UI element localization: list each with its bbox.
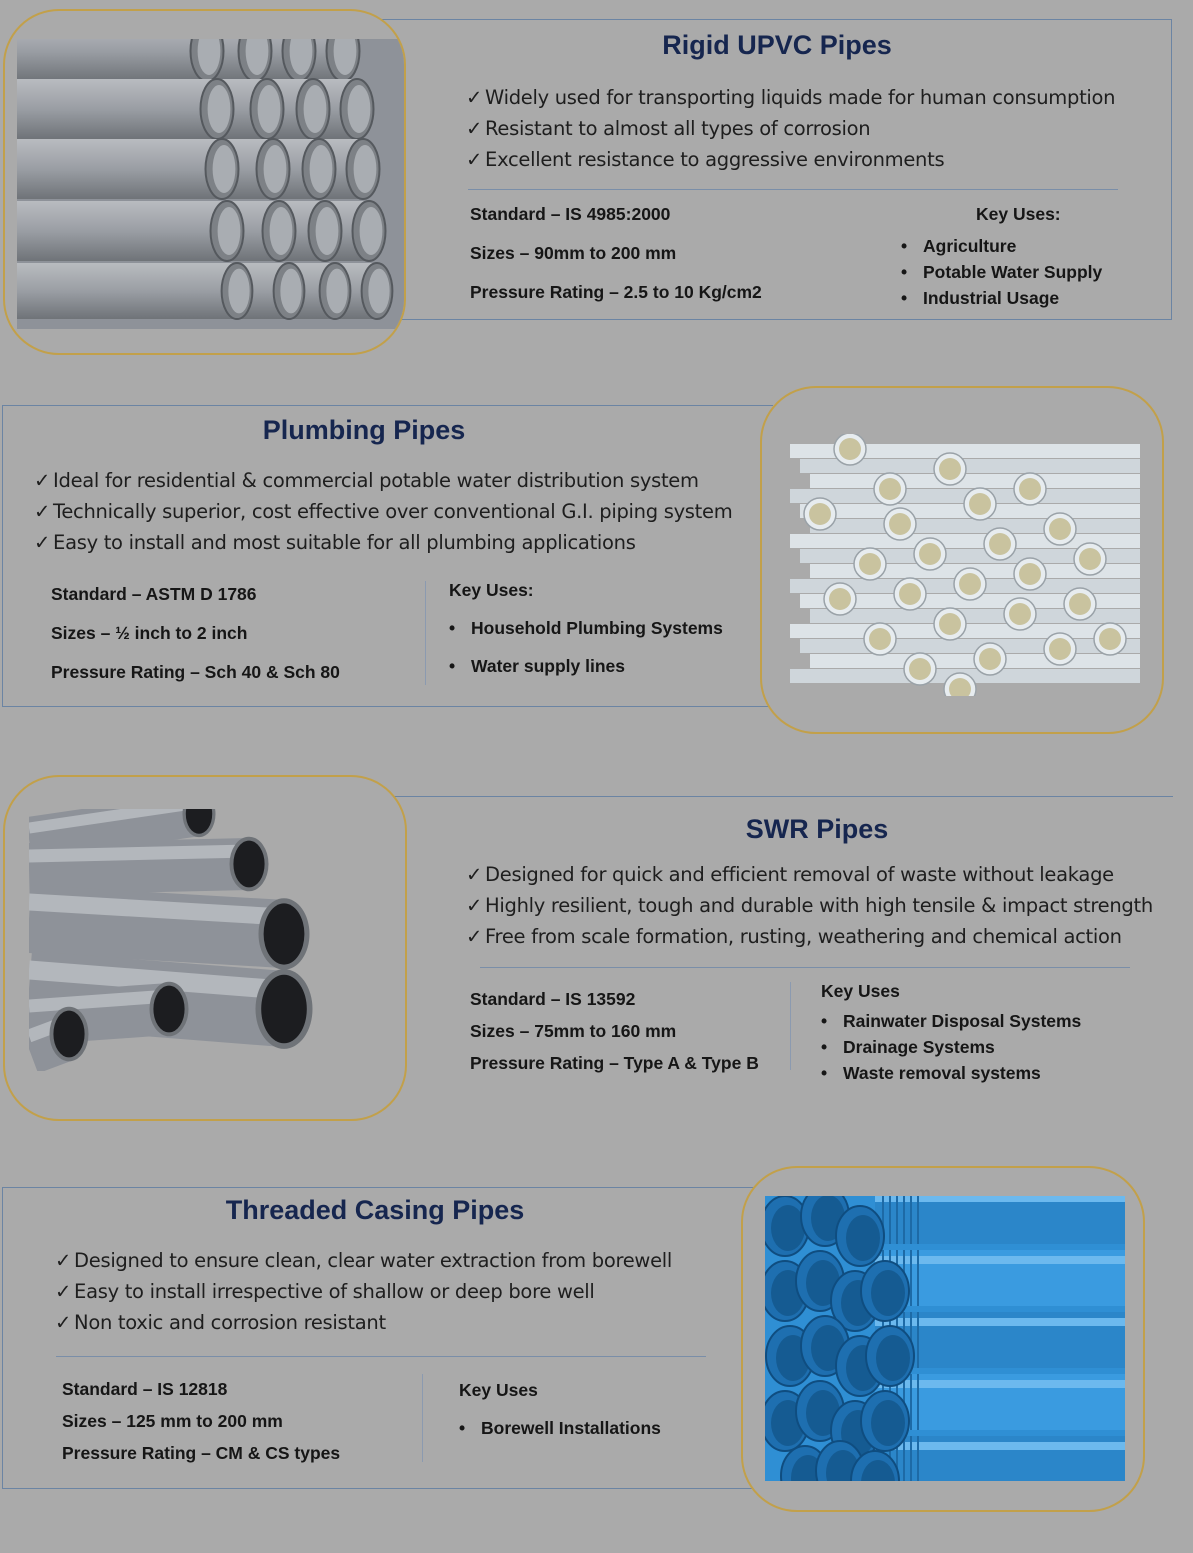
- pipe-bore: [270, 207, 293, 255]
- key-uses-block: [459, 1380, 661, 1438]
- pipe-bore: [899, 583, 921, 605]
- pipe-bore: [233, 841, 264, 888]
- pipe-bore: [959, 573, 981, 595]
- feature-item: ✓ Easy to install and most suitable for all plumbing applications: [34, 527, 732, 558]
- pipe-bore: [979, 648, 1001, 670]
- section-title: Rigid UPVC Pipes: [662, 30, 892, 60]
- key-use-item: • Water supply lines: [449, 656, 723, 676]
- feature-list: [466, 859, 1153, 952]
- key-uses-block: [449, 580, 723, 676]
- pipe-body: [17, 139, 222, 199]
- pipe-bore: [261, 975, 307, 1043]
- key-uses-title: Key Uses: [821, 981, 900, 1001]
- pipe-bore: [53, 1011, 84, 1058]
- pipe-bore: [280, 269, 301, 314]
- product-photo-frame: [760, 386, 1164, 734]
- spec-block: [51, 584, 340, 682]
- grey-upvc-pipes-image: [17, 39, 406, 329]
- pipe-bore: [153, 986, 184, 1033]
- pipe-bore: [360, 207, 383, 255]
- pipe-bore: [258, 85, 281, 133]
- key-use-item: • Waste removal systems: [821, 1060, 1081, 1086]
- pipe-bore: [310, 145, 333, 193]
- section-title: Threaded Casing Pipes: [225, 1195, 525, 1225]
- pipe-bore: [208, 85, 231, 133]
- pipe-bore: [218, 207, 241, 255]
- pipe-bore: [939, 613, 961, 635]
- divider: [422, 1374, 423, 1462]
- spec-pressure: Pressure Rating – CM & CS types: [62, 1443, 341, 1463]
- pipe-highlight: [875, 1442, 1125, 1450]
- key-use-item: • Agriculture: [901, 233, 1102, 259]
- key-use-item: • Drainage Systems: [821, 1034, 1081, 1060]
- spec-sizes: Sizes – 90mm to 200 mm: [470, 243, 677, 263]
- pipe-bore: [829, 588, 851, 610]
- pipe-bore: [889, 513, 911, 535]
- feature-item: ✓ Excellent resistance to aggressive environments: [466, 144, 1115, 175]
- key-uses-title: Key Uses: [459, 1380, 538, 1400]
- pipe-bore: [939, 458, 961, 480]
- pipe-bore: [1019, 478, 1041, 500]
- section-title: Plumbing Pipes: [262, 415, 466, 445]
- pipe-body: [800, 639, 1140, 653]
- product-photo-frame: [3, 9, 406, 355]
- pipe-highlight: [875, 1380, 1125, 1388]
- feature-item: ✓ Designed to ensure clean, clear water extraction from borewell: [55, 1245, 672, 1276]
- key-use-item: • Rainwater Disposal Systems: [821, 1008, 1081, 1034]
- feature-item: ✓ Easy to install irrespective of shallow or deep bore well: [55, 1276, 672, 1307]
- pipe-bore: [1009, 603, 1031, 625]
- feature-list: [55, 1245, 672, 1338]
- pipe-body: [810, 519, 1140, 533]
- spec-standard: Standard – IS 13592: [470, 989, 636, 1009]
- feature-item: ✓ Non toxic and corrosion resistant: [55, 1307, 672, 1338]
- pipe-body: [17, 201, 227, 261]
- pipe-bore: [846, 1215, 880, 1261]
- pipe-bore: [879, 478, 901, 500]
- pipe-body: [875, 1196, 1125, 1244]
- pipe-bore: [969, 493, 991, 515]
- key-uses-title: Key Uses:: [976, 204, 1061, 224]
- spec-standard: Standard – IS 12818: [62, 1379, 228, 1399]
- pipe-highlight: [875, 1318, 1125, 1326]
- pipe-bore: [264, 145, 287, 193]
- spec-pressure: Pressure Rating – Sch 40 & Sch 80: [51, 662, 340, 682]
- pipe-body: [810, 474, 1140, 488]
- spec-sizes: Sizes – 125 mm to 200 mm: [62, 1411, 283, 1431]
- feature-list: [34, 465, 732, 558]
- key-uses-title: Key Uses:: [449, 580, 534, 600]
- feature-item: ✓ Resistant to almost all types of corrosion: [466, 113, 1115, 144]
- pipe-bore: [354, 145, 377, 193]
- pipe-bore: [1049, 518, 1071, 540]
- divider: [790, 982, 791, 1070]
- pipe-bore: [1069, 593, 1091, 615]
- pipe-bore: [989, 533, 1011, 555]
- pipe-bore: [876, 1335, 910, 1381]
- white-plumbing-pipes-image: [780, 434, 1140, 696]
- spec-sizes: Sizes – 75mm to 160 mm: [470, 1021, 677, 1041]
- pipe-bore: [326, 269, 347, 314]
- spec-standard: Standard – ASTM D 1786: [51, 584, 257, 604]
- spec-block: [62, 1379, 340, 1463]
- pipe-highlight: [875, 1196, 1125, 1202]
- pipe-bore: [348, 85, 371, 133]
- pipe-bore: [859, 553, 881, 575]
- pipe-bore: [1099, 628, 1121, 650]
- pipe-bore: [871, 1400, 905, 1446]
- spec-sizes: Sizes – ½ inch to 2 inch: [51, 623, 248, 643]
- feature-list: [466, 82, 1115, 175]
- product-photo-frame: [3, 775, 407, 1121]
- key-uses-block: [821, 981, 1081, 1086]
- pipe-bore: [368, 269, 389, 314]
- feature-item: ✓ Free from scale formation, rusting, weathering and chemical action: [466, 921, 1153, 952]
- grey-swr-pipes-image: [29, 809, 329, 1071]
- pipe-bore: [316, 207, 339, 255]
- pipe-bore: [228, 269, 249, 314]
- pipe-bore: [871, 1270, 905, 1316]
- pipe-bore: [1049, 638, 1071, 660]
- spec-pressure: Pressure Rating – Type A & Type B: [470, 1053, 759, 1073]
- pipe-bore: [1079, 548, 1101, 570]
- divider: [480, 967, 1130, 968]
- pipe-bore: [919, 543, 941, 565]
- pipe-body: [17, 263, 237, 319]
- pipe-highlight: [875, 1256, 1125, 1264]
- key-use-item: • Potable Water Supply: [901, 259, 1102, 285]
- pipe-bore: [839, 438, 861, 460]
- section-title: SWR Pipes: [745, 814, 889, 844]
- key-uses-block: [901, 204, 1102, 311]
- pipe-body: [29, 864, 249, 869]
- feature-item: ✓ Ideal for residential & commercial potable water distribution system: [34, 465, 732, 496]
- feature-item: ✓ Technically superior, cost effective over conventional G.I. piping system: [34, 496, 732, 527]
- pipe-bore: [264, 903, 305, 964]
- pipe-bore: [869, 628, 891, 650]
- pipe-bore: [771, 1205, 805, 1251]
- section-panel: [390, 796, 1173, 798]
- key-use-item: • Household Plumbing Systems: [449, 618, 723, 638]
- pipe-bore: [809, 503, 831, 525]
- divider: [468, 189, 1118, 190]
- spec-standard: Standard – IS 4985:2000: [470, 204, 671, 224]
- divider: [425, 581, 426, 685]
- key-use-item: • Industrial Usage: [901, 285, 1102, 311]
- feature-item: ✓ Widely used for transporting liquids made for human consumption: [466, 82, 1115, 113]
- pipe-bore: [213, 145, 236, 193]
- pipe-bore: [1019, 563, 1041, 585]
- pipe-bore: [909, 658, 931, 680]
- pipe-highlight: [29, 851, 249, 856]
- divider: [56, 1356, 706, 1357]
- spec-block: [470, 204, 762, 302]
- key-use-item: • Borewell Installations: [459, 1418, 661, 1438]
- pipe-bore: [304, 85, 327, 133]
- product-photo-frame: [741, 1166, 1145, 1512]
- feature-item: ✓ Highly resilient, tough and durable with high tensile & impact strength: [466, 890, 1153, 921]
- spec-pressure: Pressure Rating – 2.5 to 10 Kg/cm2: [470, 282, 762, 302]
- pipe-body: [17, 39, 207, 81]
- feature-item: ✓ Designed for quick and efficient removal of waste without leakage: [466, 859, 1153, 890]
- pipe-body: [17, 79, 217, 139]
- blue-casing-pipes-image: [765, 1196, 1125, 1481]
- spec-block: [470, 989, 759, 1073]
